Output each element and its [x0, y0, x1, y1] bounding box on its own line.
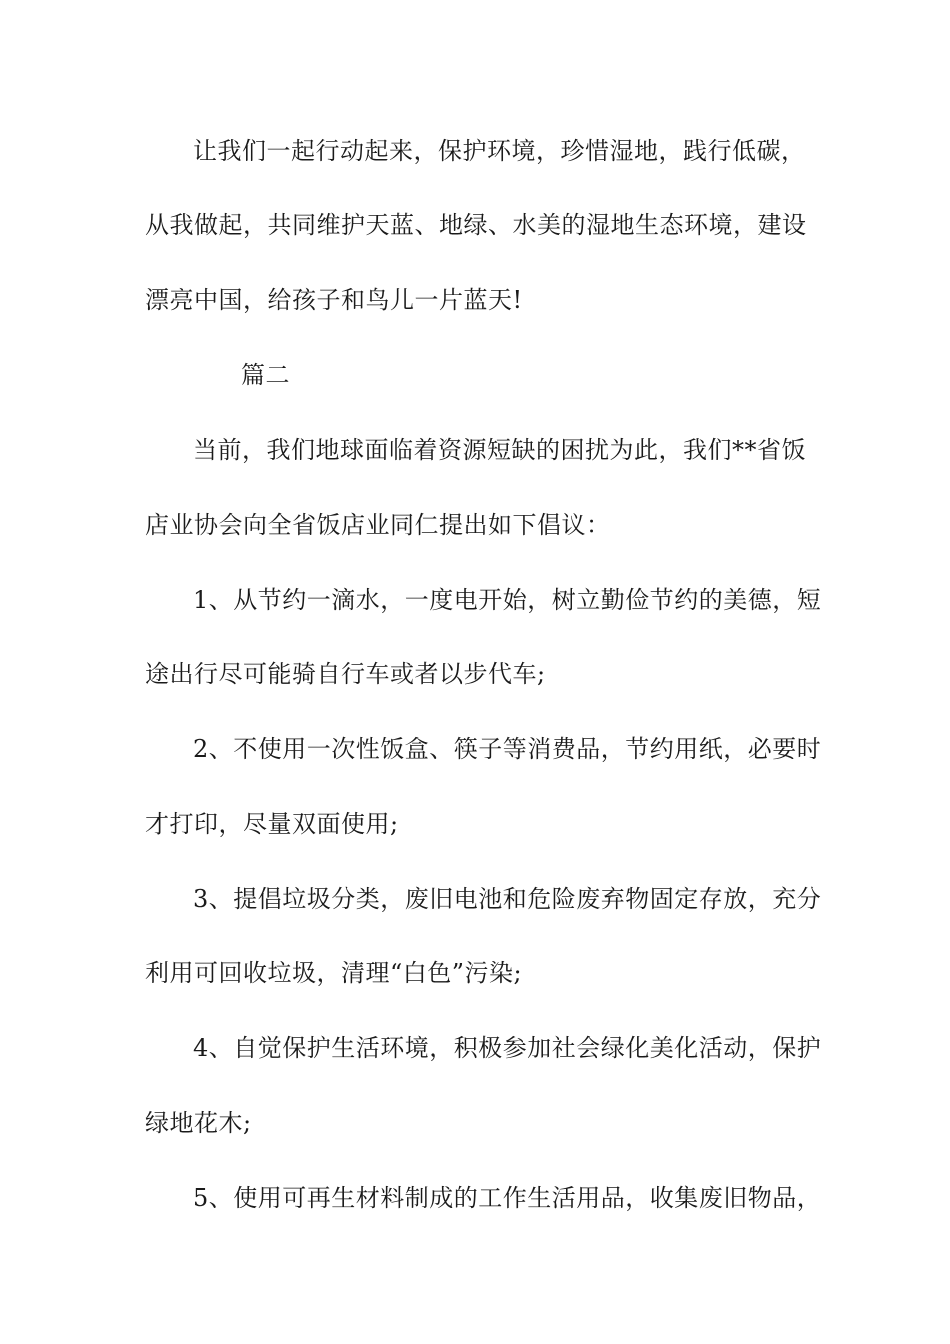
paragraph-line: 从我做起，共同维护天蓝、地绿、水美的湿地生态环境，建设	[145, 211, 807, 239]
list-item-line: 利用可回收垃圾，清理“白色”污染;	[145, 959, 523, 987]
list-item-line: 途出行尽可能骑自行车或者以步代车;	[145, 660, 546, 688]
list-item-line: 才打印，尽量双面使用;	[145, 810, 399, 838]
list-item-line: 5、使用可再生材料制成的工作生活用品，收集废旧物品，	[193, 1184, 822, 1212]
list-item-line: 1、从节约一滴水，一度电开始，树立勤俭节约的美德，短	[193, 586, 822, 614]
list-item-line: 2、不使用一次性饭盒、筷子等消费品，节约用纸，必要时	[193, 735, 822, 763]
list-item-line: 绿地花木;	[145, 1109, 252, 1137]
list-item-line: 3、提倡垃圾分类，废旧电池和危险废弃物固定存放，充分	[193, 885, 822, 913]
paragraph-line: 让我们一起行动起来，保护环境，珍惜湿地，践行低碳，	[193, 137, 806, 165]
paragraph-line: 店业协会向全省饭店业同仁提出如下倡议：	[145, 511, 611, 539]
section-heading: 篇二	[241, 361, 290, 389]
paragraph-line: 当前，我们地球面临着资源短缺的困扰为此，我们**省饭	[193, 436, 806, 464]
paragraph-line: 漂亮中国，给孩子和鸟儿一片蓝天!	[145, 286, 523, 314]
list-item-line: 4、自觉保护生活环境，积极参加社会绿化美化活动，保护	[193, 1034, 822, 1062]
